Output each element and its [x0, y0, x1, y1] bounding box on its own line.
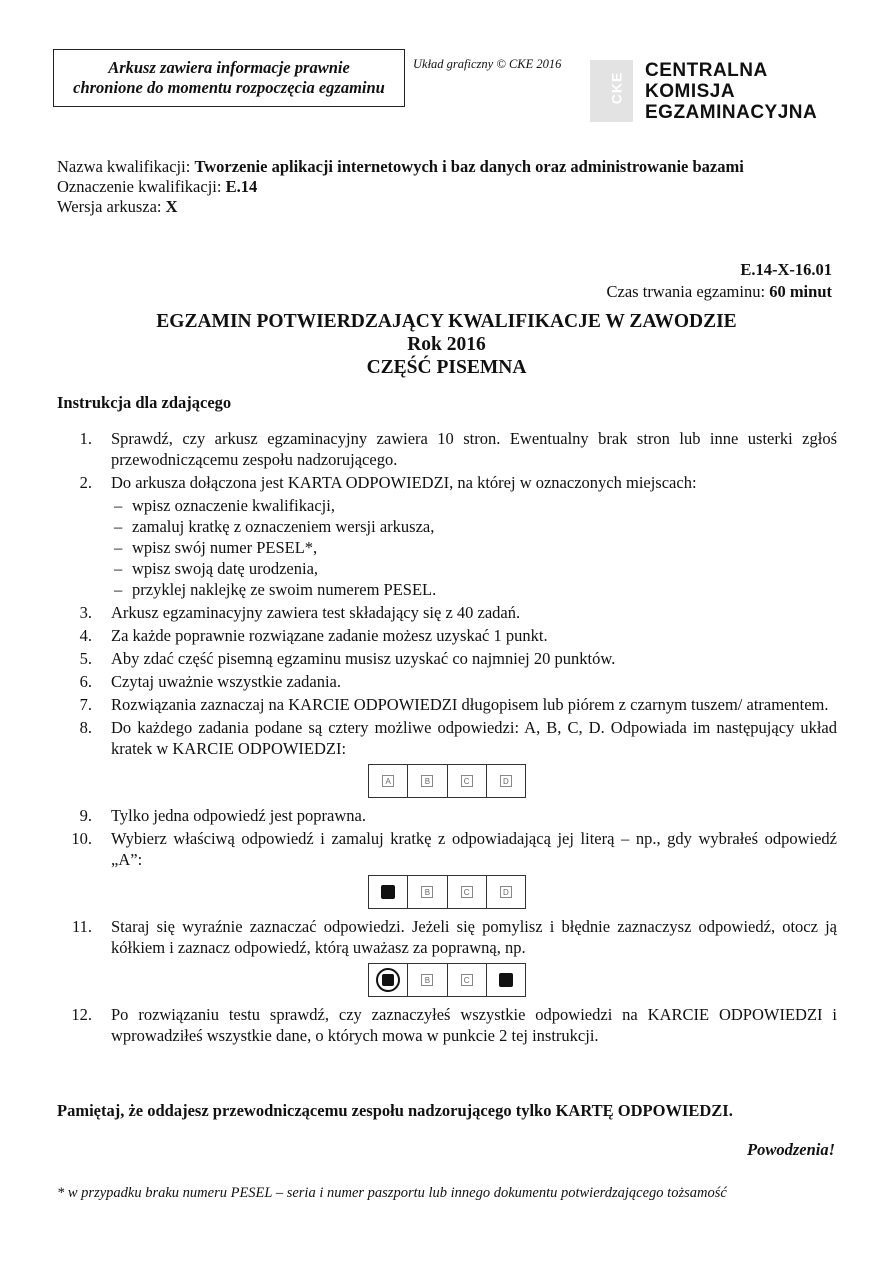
sub-item: – zamaluj kratkę z oznaczeniem wersji arkusza, — [114, 517, 435, 536]
sub-item: – przyklej naklejkę ze swoim numerem PESEL. — [114, 580, 437, 599]
cke-logo — [590, 60, 834, 124]
list-item: 8. Do każdego zadania podane są cztery możliwe odpowiedzi: A, B, C, D. Odpowiada im następujący układ kratek w KARCIE ODPOWIEDZI: — [79, 718, 837, 758]
notice-line-1: Arkusz zawiera informacje prawnie — [108, 58, 350, 77]
answer-cell-b: B — [408, 765, 447, 797]
answer-cell-c: C — [448, 964, 487, 996]
list-item: 2. Do arkusza dołączona jest KARTA ODPOWIEDZI, na której w oznaczonych miejscach: — [79, 473, 697, 492]
answer-cell-a-filled — [369, 876, 408, 908]
list-item: 10. Wybierz właściwą odpowiedź i zamaluj kratkę z odpowiadającą jej literą – np., gdy wybrałeś odpowiedź „A”: — [71, 829, 837, 869]
sub-item: – wpisz swój numer PESEL*, — [114, 538, 318, 557]
answer-cell-c: C — [448, 876, 487, 908]
list-item: 7. Rozwiązania zaznaczaj na KARCIE ODPOWIEDZI długopisem lub piórem z czarnym tuszem/ atramentem. — [79, 695, 829, 714]
exam-code-block — [607, 259, 832, 303]
answer-cell-d: D — [487, 876, 525, 908]
qualification-code: Oznaczenie kwalifikacji: E.14 — [57, 177, 258, 196]
exam-title: EGZAMIN POTWIERDZAJĄCY KWALIFIKACJE W ZAWODZIE Rok 2016 CZĘŚĆ PISEMNA — [156, 311, 737, 378]
list-item: 3. Arkusz egzaminacyjny zawiera test składający się z 40 zadań. — [79, 603, 521, 622]
exam-duration: Czas trwania egzaminu: 60 minut — [606, 282, 832, 301]
answer-cell-a-circled — [369, 964, 408, 996]
qualification-name: Nazwa kwalifikacji: Tworzenie aplikacji internetowych i baz danych oraz administrowanie bazami — [57, 157, 744, 176]
answer-grid-example — [368, 764, 526, 798]
good-luck: Powodzenia! — [746, 1140, 835, 1159]
sheet-version: Wersja arkusza: X — [57, 197, 178, 216]
exam-code: E.14-X-16.01 — [740, 260, 832, 279]
list-item: 9. Tylko jedna odpowiedź jest poprawna. — [79, 806, 366, 825]
answer-cell-b: B — [408, 876, 447, 908]
confidentiality-notice — [53, 49, 405, 107]
list-item: 11. Staraj się wyraźnie zaznaczać odpowiedzi. Jeżeli się pomylisz i błędnie zaznaczysz odpowiedź, otocz ją kółkiem i zaznacz odpowiedź, którą uważasz za poprawną, np. — [71, 917, 837, 957]
instructions-list — [57, 428, 837, 1048]
sub-item: – wpisz oznaczenie kwalifikacji, — [114, 496, 335, 515]
footnote: * w przypadku braku numeru PESEL – seria i numer paszportu lub innego dokumentu potwierdzającego tożsamość — [57, 1185, 727, 1201]
reminder: Pamiętaj, że oddajesz przewodniczącemu zespołu nadzorującego tylko KARTĘ ODPOWIEDZI. — [57, 1101, 733, 1120]
answer-cell-a: A — [369, 765, 408, 797]
answer-cell-c: C — [448, 765, 487, 797]
answer-cell-b: B — [408, 964, 447, 996]
cke-logo-mark: CKE — [590, 60, 633, 122]
answer-cell-d-filled — [487, 964, 525, 996]
list-item: 4. Za każde poprawnie rozwiązane zadanie możesz uzyskać 1 punkt. — [79, 626, 548, 645]
filled-mark-icon — [381, 885, 395, 899]
sub-item: – wpisz swoją datę urodzenia, — [114, 559, 319, 578]
answer-grid-correction-example — [368, 963, 526, 997]
filled-mark-icon — [499, 973, 513, 987]
list-item: 1. Sprawdź, czy arkusz egzaminacyjny zawiera 10 stron. Ewentualny brak stron lub inne usterki zgłoś przewodniczącemu zespołu nadzorującego. — [79, 429, 837, 469]
list-item: 5. Aby zdać część pisemną egzaminu musisz uzyskać co najmniej 20 punktów. — [79, 649, 616, 668]
circled-mark-icon — [376, 968, 400, 992]
notice-line-2: chronione do momentu rozpoczęcia egzaminu — [73, 78, 385, 97]
list-item: 12. Po rozwiązaniu testu sprawdź, czy zaznaczyłeś wszystkie odpowiedzi na KARCIE ODPOWIEDZI i wprowadziłeś wszystkie dane, o których mowa w punkcie 2 tej instrukcji. — [71, 1005, 837, 1045]
qualification-info — [57, 157, 744, 217]
cke-logo-text: CENTRALNA KOMISJA EGZAMINACYJNA — [645, 60, 818, 123]
list-item: 6. Czytaj uważnie wszystkie zadania. — [79, 672, 341, 691]
answer-grid-filled-example — [368, 875, 526, 909]
answer-cell-d: D — [487, 765, 525, 797]
layout-credit: Układ graficzny © CKE 2016 — [413, 57, 562, 71]
instructions-heading: Instrukcja dla zdającego — [57, 393, 232, 412]
